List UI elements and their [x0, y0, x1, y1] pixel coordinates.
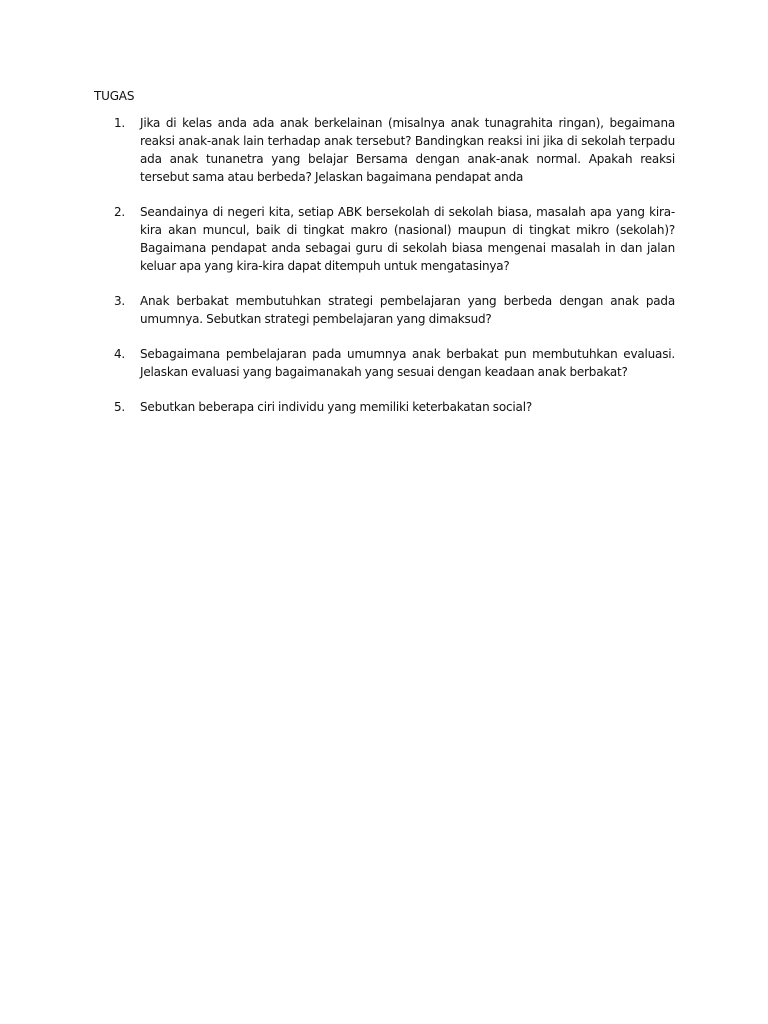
list-item-number: 5.	[114, 400, 126, 414]
list-item	[94, 345, 675, 381]
list-item-text: Seandainya di negeri kita, setiap ABK bersekolah di sekolah biasa, masalah apa yang kira-kira akan muncul, baik di tingkat makro (nasional) maupun di tingkat mikro (sekolah)? Bagaimana pendapat anda sebagai guru di sekolah biasa mengenai masalah in dan jalan keluar apa yang kira-kira dapat ditempuh untuk mengatasinya?	[140, 205, 675, 273]
list-item	[94, 398, 675, 416]
list-item-number: 2.	[114, 205, 126, 219]
list-item-text: Anak berbakat membutuhkan strategi pembelajaran yang berbeda dengan anak pada umumnya. Sebutkan strategi pembelajaran yang dimaksud?	[140, 294, 675, 326]
list-item-number: 1.	[114, 116, 126, 130]
list-item-text: Jika di kelas anda ada anak berkelainan (misalnya anak tunagrahita ringan), begaimana reaksi anak-anak lain terhadap anak tersebut? Bandingkan reaksi ini jika di sekolah terpadu ada anak tunanetra yang belajar Bersama dengan anak-anak normal. Apakah reaksi tersebut sama atau berbeda? Jelaskan bagaimana pendapat anda	[140, 116, 675, 184]
question-list	[94, 114, 675, 433]
list-item-text: Sebagaimana pembelajaran pada umumnya anak berbakat pun membutuhkan evaluasi. Jelaskan evaluasi yang bagaimanakah yang sesuai dengan keadaan anak berbakat?	[140, 347, 675, 379]
list-item-number: 3.	[114, 294, 126, 308]
list-item-text: Sebutkan beberapa ciri individu yang memiliki keterbakatan social?	[140, 400, 532, 414]
page-title: TUGAS	[94, 89, 135, 103]
list-item	[94, 114, 675, 186]
list-item	[94, 203, 675, 275]
list-item	[94, 292, 675, 328]
list-item-number: 4.	[114, 347, 126, 361]
